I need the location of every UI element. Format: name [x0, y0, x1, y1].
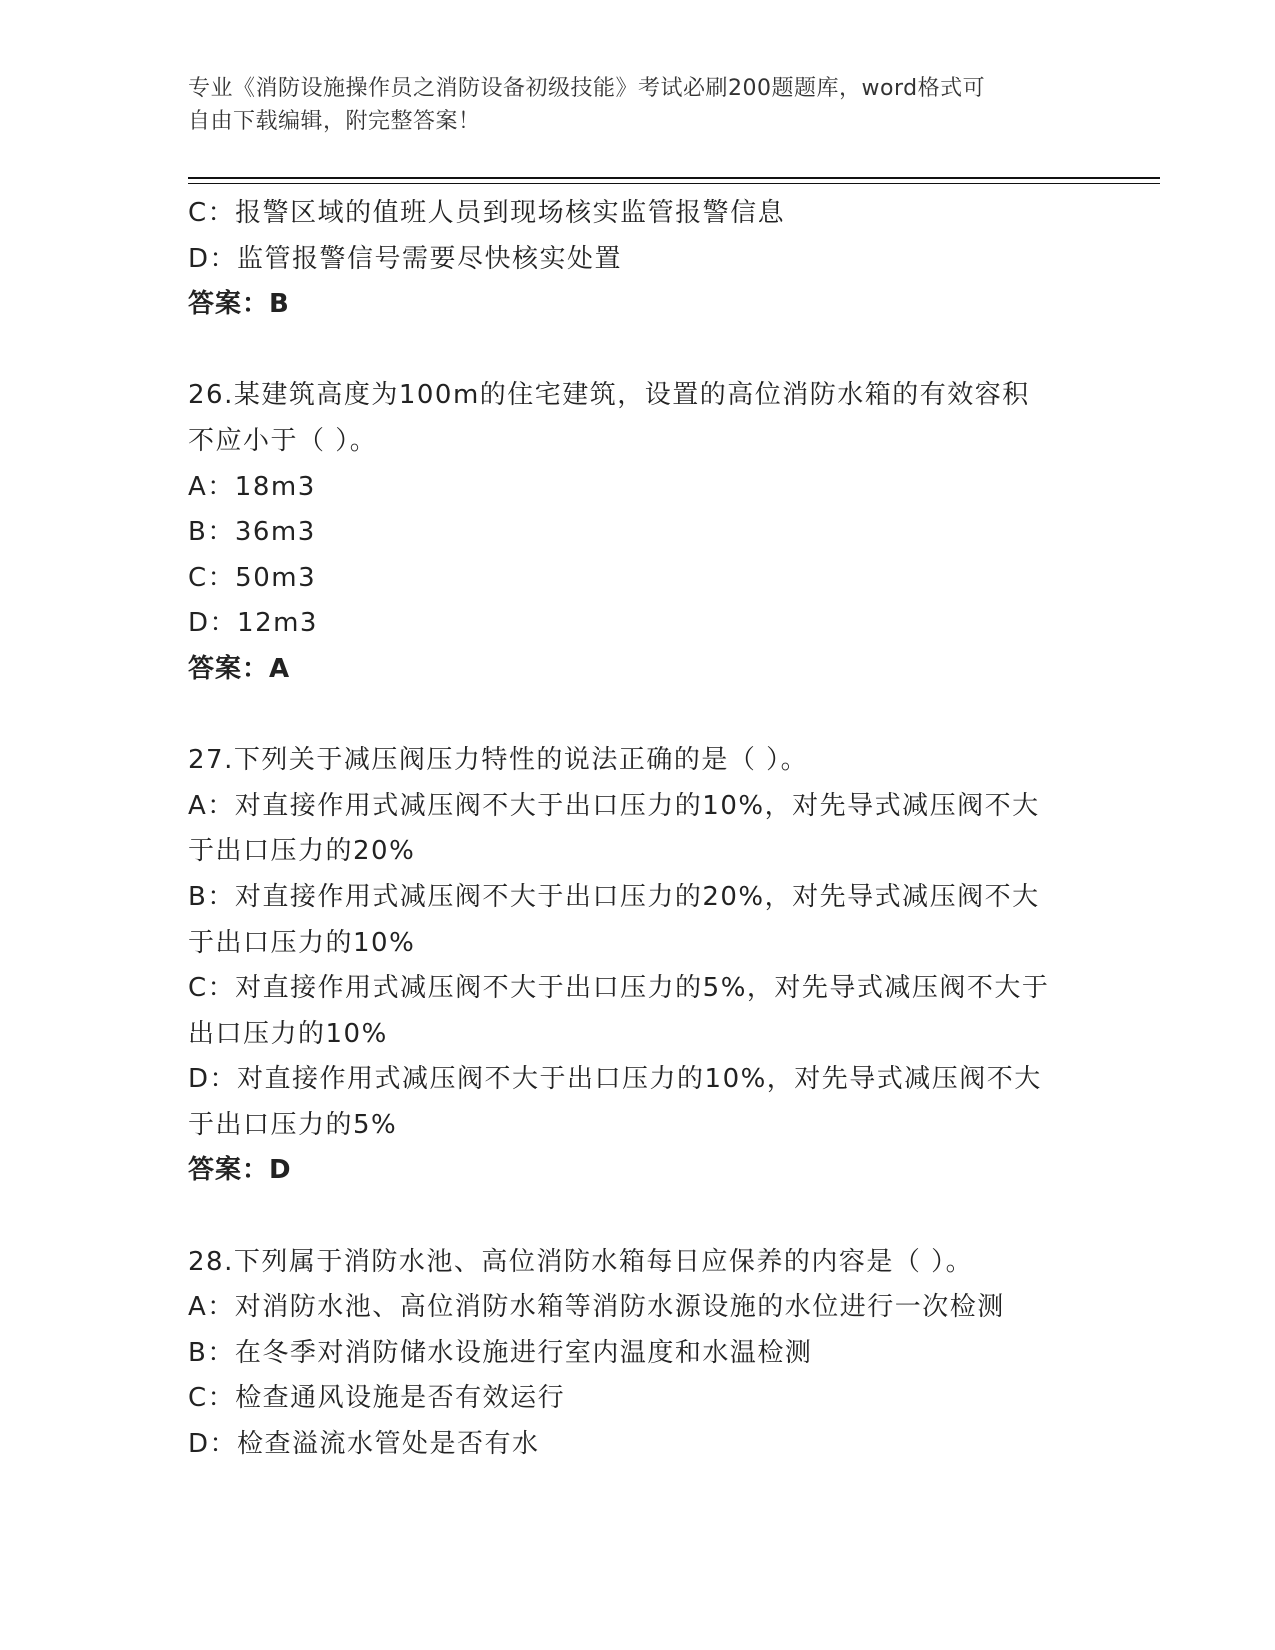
q27-option-b-line-1: B：对直接作用式减压阀不大于出口压力的20%，对先导式减压阀不大 [188, 881, 1040, 912]
q25-answer: 答案：B [188, 289, 290, 320]
q27-option-a-line-2: 于出口压力的20% [188, 836, 416, 867]
q26-answer: 答案：A [188, 653, 291, 684]
spacer [188, 1194, 1088, 1240]
q27-option-b-line-2: 于出口压力的10% [188, 927, 416, 958]
q27-option-c-line-1: C：对直接作用式减压阀不大于出口压力的5%，对先导式减压阀不大于 [188, 973, 1050, 1004]
document-header [188, 72, 1068, 138]
q26-stem-line-2: 不应小于（ ）。 [188, 425, 378, 456]
header-divider-thick [188, 177, 1160, 179]
q28-option-b: B：在冬季对消防储水设施进行室内温度和水温检测 [188, 1337, 813, 1368]
header-line-2: 自由下载编辑，附完整答案！ [188, 109, 481, 134]
q26-option-b: B：36m3 [188, 517, 316, 548]
q26-stem-line-1: 26.某建筑高度为100m的住宅建筑，设置的高位消防水箱的有效容积 [188, 380, 1030, 411]
q27-stem: 27.下列关于减压阀压力特性的说法正确的是（ ）。 [188, 745, 809, 776]
q26-option-d: D：12m3 [188, 608, 318, 639]
q27-option-d-line-1: D：对直接作用式减压阀不大于出口压力的10%，对先导式减压阀不大 [188, 1064, 1042, 1095]
q28-option-d: D：检查溢流水管处是否有水 [188, 1429, 540, 1460]
header-divider-thin [188, 183, 1160, 184]
q25-option-d: D：监管报警信号需要尽快核实处置 [188, 243, 623, 274]
q28-option-a: A：对消防水池、高位消防水箱等消防水源设施的水位进行一次检测 [188, 1292, 1005, 1323]
spacer [188, 693, 1088, 739]
q26-option-a: A：18m3 [188, 471, 316, 502]
q28-stem: 28.下列属于消防水池、高位消防水箱每日应保养的内容是（ ）。 [188, 1246, 974, 1277]
q28-option-c: C：检查通风设施是否有效运行 [188, 1383, 566, 1414]
q27-option-c-line-2: 出口压力的10% [188, 1018, 388, 1049]
header-line-1: 专业《消防设施操作员之消防设备初级技能》考试必刷200题题库，word格式可 [188, 76, 986, 101]
q27-answer: 答案：D [188, 1155, 292, 1186]
q27-option-d-line-2: 于出口压力的5% [188, 1109, 398, 1140]
spacer [188, 328, 1088, 374]
q25-option-c: C：报警区域的值班人员到现场核实监管报警信息 [188, 198, 786, 228]
q26-option-c: C：50m3 [188, 562, 317, 593]
q27-option-a-line-1: A：对直接作用式减压阀不大于出口压力的10%，对先导式减压阀不大 [188, 790, 1040, 821]
question-list [188, 191, 1088, 1468]
